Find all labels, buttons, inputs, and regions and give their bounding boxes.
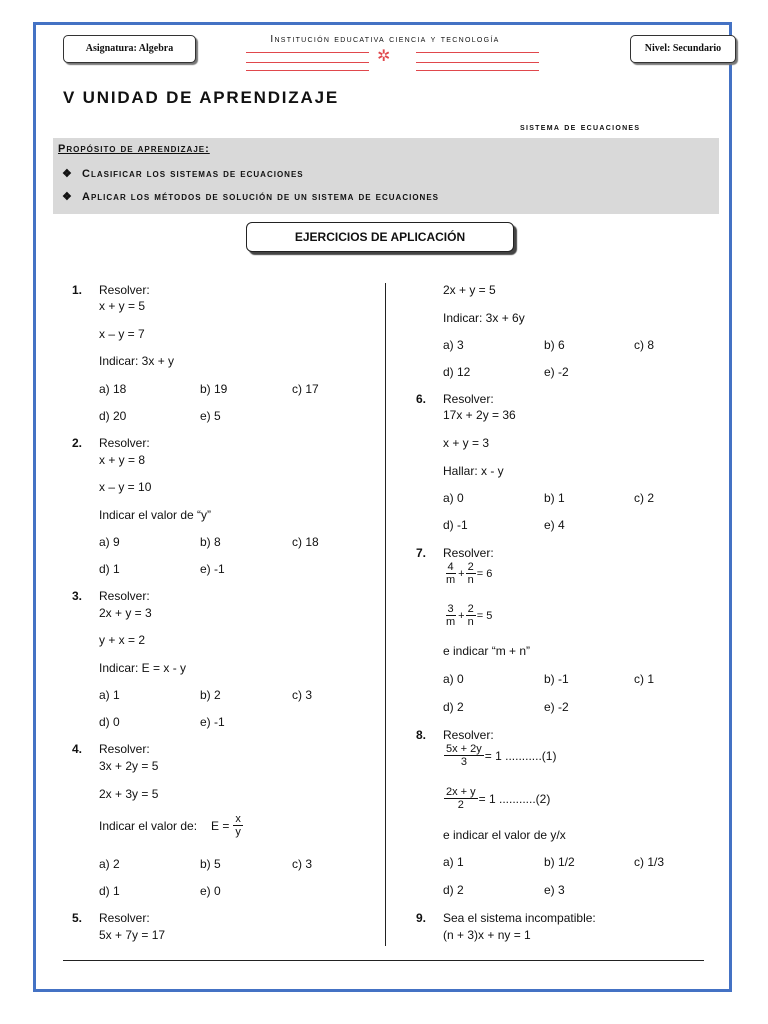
option: d) -1 [443, 518, 468, 532]
denominator: 3 [460, 756, 467, 768]
option: e) -2 [544, 700, 569, 714]
equation: 2x + y = 5 [443, 283, 496, 297]
exercise-question: Indicar: E = x - y [99, 661, 187, 675]
numerator: 2 [467, 603, 474, 615]
equation: (n + 3)x + ny = 1 [443, 928, 531, 942]
diamond-bullet-icon: ❖ [62, 168, 73, 180]
equation: 2x + y = 3 [99, 606, 152, 620]
expression-label: E = [211, 818, 230, 833]
option: e) -1 [200, 562, 225, 576]
fraction [444, 561, 457, 586]
option: b) 8 [200, 535, 221, 549]
exercise-question: Indicar: 3x + 6y [443, 311, 525, 325]
exercise-number: 1. [72, 283, 83, 297]
section-title: EJERCICIOS DE APLICACIÓN [246, 222, 514, 252]
exercise-instruction: Resolver: [99, 436, 150, 450]
option: c) 3 [292, 857, 313, 871]
exercise-question: Indicar el valor de: [99, 819, 198, 833]
option: b) 1 [544, 491, 565, 505]
option: b) 5 [200, 857, 221, 871]
denominator: m [446, 574, 456, 586]
exercise-instruction: Resolver: [99, 742, 150, 756]
exercise-instruction: Resolver: [99, 589, 150, 603]
operator: + [458, 609, 465, 622]
denominator: m [446, 616, 456, 628]
equation: 5x + 7y = 17 [99, 928, 166, 942]
exercise-instruction: Resolver: [443, 392, 494, 406]
purpose-item: ❖ Clasificar los sistemas de ecuaciones [62, 168, 304, 180]
fraction [466, 561, 476, 586]
exercise-number: 4. [72, 742, 83, 756]
header-rule [416, 52, 539, 53]
equation: 17x + 2y = 36 [443, 408, 516, 422]
denominator: y [235, 826, 241, 838]
equation: 2x + 3y = 5 [99, 787, 159, 801]
option: e) 3 [544, 883, 565, 897]
fraction-equation [443, 786, 550, 811]
exercise-question: Hallar: x - y [443, 464, 504, 478]
exercise-number: 2. [72, 436, 83, 450]
operator: + [458, 567, 465, 580]
exercise-instruction: Sea el sistema incompatible: [443, 911, 596, 925]
option: a) 0 [443, 672, 464, 686]
option: d) 2 [443, 883, 464, 897]
numerator: 3 [447, 603, 454, 615]
option: b) 6 [544, 338, 565, 352]
denominator: n [467, 616, 474, 628]
equation: y + x = 2 [99, 633, 146, 647]
option: c) 3 [292, 688, 313, 702]
topic-subtitle: sistema de ecuaciones [520, 122, 641, 133]
exercise-question: Indicar el valor de “y” [99, 508, 212, 522]
equation-rhs: = 5 [476, 609, 493, 622]
exercise-instruction: Resolver: [443, 728, 494, 742]
fraction-equation [443, 603, 492, 628]
fraction [444, 603, 457, 628]
diamond-bullet-icon: ❖ [62, 191, 73, 203]
option: c) 1 [634, 672, 655, 686]
column-divider [385, 283, 386, 946]
numerator: 4 [447, 561, 454, 573]
option: a) 18 [99, 382, 127, 396]
option: b) 1/2 [544, 855, 575, 869]
exercise-number: 5. [72, 911, 83, 925]
option: a) 9 [99, 535, 120, 549]
numerator: 2 [467, 561, 474, 573]
footer-rule [63, 960, 704, 961]
fraction [444, 786, 478, 811]
option: b) 2 [200, 688, 221, 702]
denominator: 2 [457, 799, 464, 811]
option: e) -1 [200, 715, 225, 729]
fraction [466, 603, 476, 628]
option: e) -2 [544, 365, 569, 379]
option: d) 1 [99, 884, 120, 898]
header-rule [416, 62, 539, 63]
equation-rhs: = 1 ...........(1) [484, 748, 557, 763]
option: d) 20 [99, 409, 127, 423]
option: d) 12 [443, 365, 471, 379]
header-rule [246, 70, 369, 71]
purpose-item: ❖ Aplicar los métodos de solución de un sistema de ecuaciones [62, 191, 439, 203]
exercise-instruction: Resolver: [99, 911, 150, 925]
numerator: 2x + y [446, 786, 476, 798]
option: a) 1 [443, 855, 464, 869]
exercise-question: e indicar el valor de y/x [443, 828, 566, 842]
option: e) 0 [200, 884, 221, 898]
option: d) 0 [99, 715, 120, 729]
option: d) 2 [443, 700, 464, 714]
option: b) -1 [544, 672, 569, 686]
numerator: 5x + 2y [446, 743, 482, 755]
exercise-number: 3. [72, 589, 83, 603]
unit-title: V UNIDAD DE APRENDIZAJE [63, 88, 339, 107]
exercise-question: e indicar “m + n” [443, 644, 531, 658]
option: e) 5 [200, 409, 221, 423]
option: c) 2 [634, 491, 655, 505]
header-rule [416, 70, 539, 71]
equation: x – y = 7 [99, 327, 145, 341]
exercise-instruction: Resolver: [99, 283, 150, 297]
fraction-equation [443, 743, 556, 768]
option: a) 0 [443, 491, 464, 505]
fraction [444, 743, 484, 768]
equation-rhs: = 1 ...........(2) [478, 791, 551, 806]
option: c) 8 [634, 338, 655, 352]
exercise-number: 9. [416, 911, 427, 925]
option: c) 18 [292, 535, 319, 549]
option: c) 1/3 [634, 855, 665, 869]
exercise-question: Indicar: 3x + y [99, 354, 175, 368]
equation-rhs: = 6 [476, 567, 493, 580]
equation: 3x + 2y = 5 [99, 759, 159, 773]
fraction-expression [211, 813, 244, 838]
level-badge: Nivel: Secundario [630, 35, 736, 63]
equation: x + y = 8 [99, 453, 146, 467]
purpose-heading: Propósito de aprendizaje: [58, 143, 210, 155]
exercise-number: 7. [416, 546, 427, 560]
fraction [233, 813, 243, 838]
equation: x – y = 10 [99, 480, 152, 494]
equation: x + y = 5 [99, 299, 146, 313]
spark-icon: ✲ [377, 48, 391, 65]
numerator: x [235, 813, 241, 825]
denominator: n [467, 574, 474, 586]
option: d) 1 [99, 562, 120, 576]
fraction-equation [443, 561, 492, 586]
exercise-number: 6. [416, 392, 427, 406]
option: a) 1 [99, 688, 120, 702]
exercise-number: 8. [416, 728, 427, 742]
option: a) 2 [99, 857, 120, 871]
option: a) 3 [443, 338, 464, 352]
option: b) 19 [200, 382, 228, 396]
equation: x + y = 3 [443, 436, 490, 450]
exercise-instruction: Resolver: [443, 546, 494, 560]
option: e) 4 [544, 518, 565, 532]
header-rule [246, 62, 369, 63]
subject-badge: Asignatura: Algebra [63, 35, 196, 63]
header-rule [246, 52, 369, 53]
institution-name: Institución educativa ciencia y tecnología [270, 34, 500, 45]
option: c) 17 [292, 382, 319, 396]
